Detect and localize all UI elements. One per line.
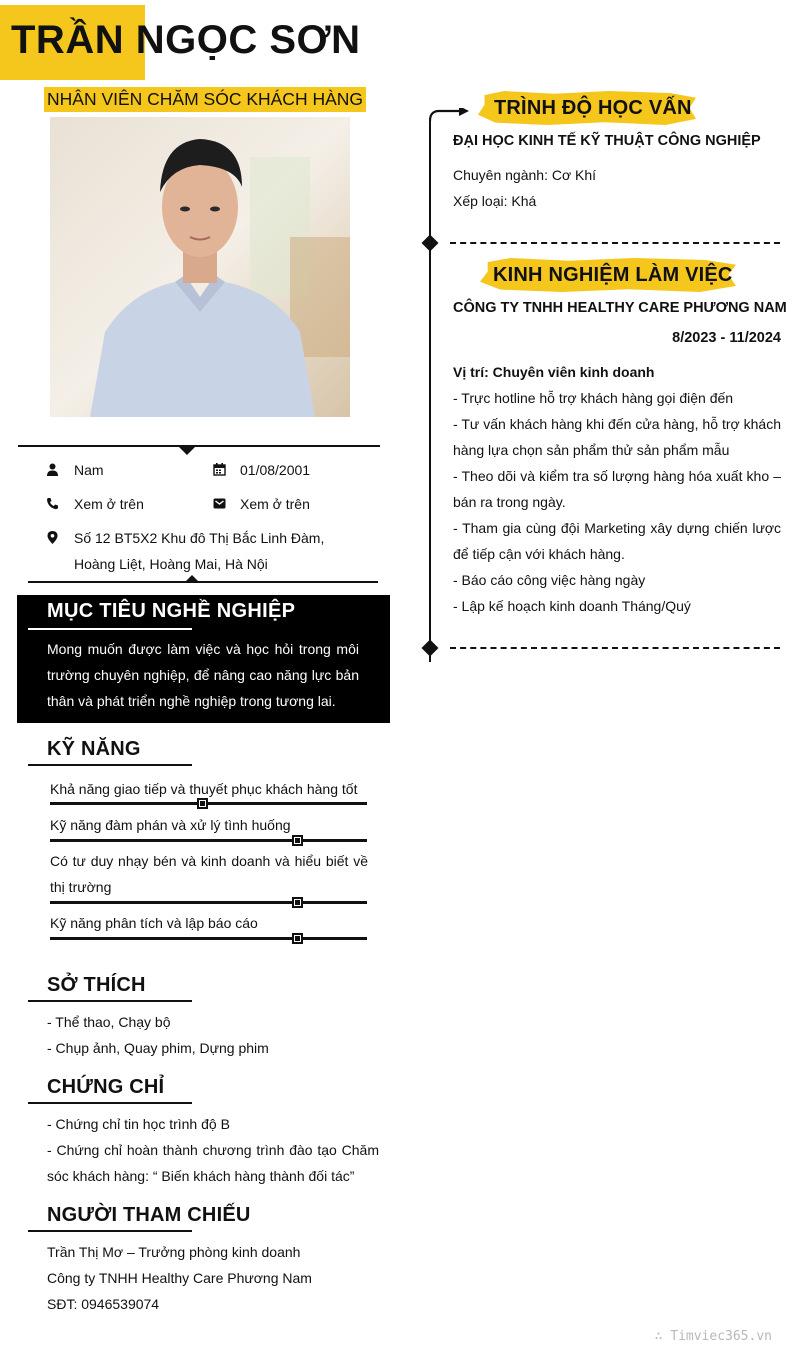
contact-top-rule bbox=[18, 445, 380, 447]
education-major: Chuyên ngành: Cơ Khí bbox=[453, 167, 597, 183]
watermark: ∴ Timviec365.vn bbox=[654, 1329, 772, 1344]
experience-position: Vị trí: Chuyên viên kinh doanh bbox=[453, 364, 655, 380]
contact-email: Xem ở trên bbox=[240, 496, 310, 512]
timeline-diamond bbox=[422, 640, 439, 657]
experience-duty: - Báo cáo công việc hàng ngày bbox=[453, 572, 646, 588]
hobbies-title: SỞ THÍCH bbox=[47, 974, 146, 996]
reference-name: Trần Thị Mơ – Trưởng phòng kinh doanh bbox=[47, 1244, 301, 1260]
skill-level-marker bbox=[292, 897, 303, 908]
skills-title: KỸ NĂNG bbox=[47, 738, 141, 760]
email-icon bbox=[212, 496, 226, 510]
skills-underline bbox=[28, 764, 192, 766]
skill-label: Khả năng giao tiếp và thuyết phục khách hàng tốt bbox=[50, 781, 358, 797]
objective-underline bbox=[28, 628, 192, 630]
references-underline bbox=[28, 1230, 192, 1232]
skill-label: Kỹ năng đàm phán và xử lý tình huống bbox=[50, 817, 291, 833]
timeline-line bbox=[429, 118, 431, 662]
education-school: ĐẠI HỌC KINH TẾ KỸ THUẬT CÔNG NGHIỆP bbox=[453, 133, 761, 149]
experience-duty: - Theo dõi và kiểm tra số lượng hàng hóa xuất kho – bán ra trong ngày. bbox=[453, 468, 781, 510]
experience-title: KINH NGHIỆM LÀM VIỆC bbox=[493, 264, 733, 286]
timeline-arrow-icon bbox=[429, 108, 461, 120]
timeline-diamond bbox=[422, 235, 439, 252]
hobbies-underline bbox=[28, 1000, 192, 1002]
references-title: NGƯỜI THAM CHIẾU bbox=[47, 1204, 251, 1226]
profile-photo bbox=[50, 117, 350, 417]
skill-level-marker bbox=[292, 933, 303, 944]
contact-birthday: 01/08/2001 bbox=[240, 462, 311, 478]
certificate-item: - Chứng chỉ hoàn thành chương trình đào tạo Chăm sóc khách hàng: “ Biến khách hàng thành đối tác” bbox=[47, 1142, 379, 1184]
contact-address-line2: Hoàng Liệt, Hoàng Mai, Hà Nội bbox=[74, 556, 268, 572]
skill-bar bbox=[50, 839, 367, 842]
education-divider bbox=[450, 242, 780, 244]
experience-duty: - Lập kế hoạch kinh doanh Tháng/Quý bbox=[453, 598, 691, 614]
experience-duty: - Trực hotline hỗ trợ khách hàng gọi điện đến bbox=[453, 390, 734, 406]
user-icon bbox=[45, 462, 59, 476]
objective-title: MỤC TIÊU NGHỀ NGHIỆP bbox=[47, 600, 296, 622]
experience-period: 8/2023 - 11/2024 bbox=[672, 330, 781, 346]
skill-level-marker bbox=[197, 798, 208, 809]
education-grade: Xếp loại: Khá bbox=[453, 193, 537, 209]
skill-bar bbox=[50, 901, 367, 904]
reference-company: Công ty TNHH Healthy Care Phương Nam bbox=[47, 1270, 312, 1286]
contact-phone: Xem ở trên bbox=[74, 496, 144, 512]
experience-divider bbox=[450, 647, 780, 649]
experience-duty: - Tham gia cùng đội Marketing xây dựng chiến lược để tiếp cận với khách hàng. bbox=[453, 520, 781, 562]
hobby-item: - Thể thao, Chạy bộ bbox=[47, 1014, 171, 1030]
certificates-title: CHỨNG CHỈ bbox=[47, 1076, 165, 1098]
education-title: TRÌNH ĐỘ HỌC VẤN bbox=[494, 97, 692, 119]
certificate-item: - Chứng chỉ tin học trình độ B bbox=[47, 1116, 230, 1132]
reference-phone: SĐT: 0946539074 bbox=[47, 1296, 160, 1312]
contact-bottom-rule bbox=[28, 581, 378, 583]
skill-label: Kỹ năng phân tích và lập báo cáo bbox=[50, 915, 258, 931]
skill-level-marker bbox=[292, 835, 303, 846]
skill-bar bbox=[50, 802, 367, 805]
experience-duty: - Tư vấn khách hàng khi đến cửa hàng, hỗ trợ khách hàng lựa chọn sản phẩm thử sản phẩm mẫu bbox=[453, 416, 781, 458]
skill-label: Có tư duy nhạy bén và kinh doanh và hiểu biết về thị trường bbox=[50, 853, 368, 895]
location-icon bbox=[45, 530, 59, 544]
certificates-underline bbox=[28, 1102, 192, 1104]
experience-company: CÔNG TY TNHH HEALTHY CARE PHƯƠNG NAM bbox=[453, 300, 787, 316]
hobby-item: - Chụp ảnh, Quay phim, Dựng phim bbox=[47, 1040, 269, 1056]
contact-address-line1: Số 12 BT5X2 Khu đô Thị Bắc Linh Đàm, bbox=[74, 530, 325, 546]
contact-top-pointer bbox=[179, 447, 195, 455]
objective-text: Mong muốn được làm việc và học hỏi trong môi trường chuyên nghiệp, để nâng cao năng lực bản thân và phát triển nghề nghiệp trong tương lai. bbox=[47, 641, 359, 709]
skill-bar bbox=[50, 937, 367, 940]
phone-icon bbox=[45, 496, 59, 510]
candidate-name: TRẦN NGỌC SƠN bbox=[11, 18, 361, 62]
contact-gender: Nam bbox=[74, 462, 104, 478]
calendar-icon bbox=[212, 462, 226, 476]
job-title: NHÂN VIÊN CHĂM SÓC KHÁCH HÀNG bbox=[44, 87, 366, 112]
